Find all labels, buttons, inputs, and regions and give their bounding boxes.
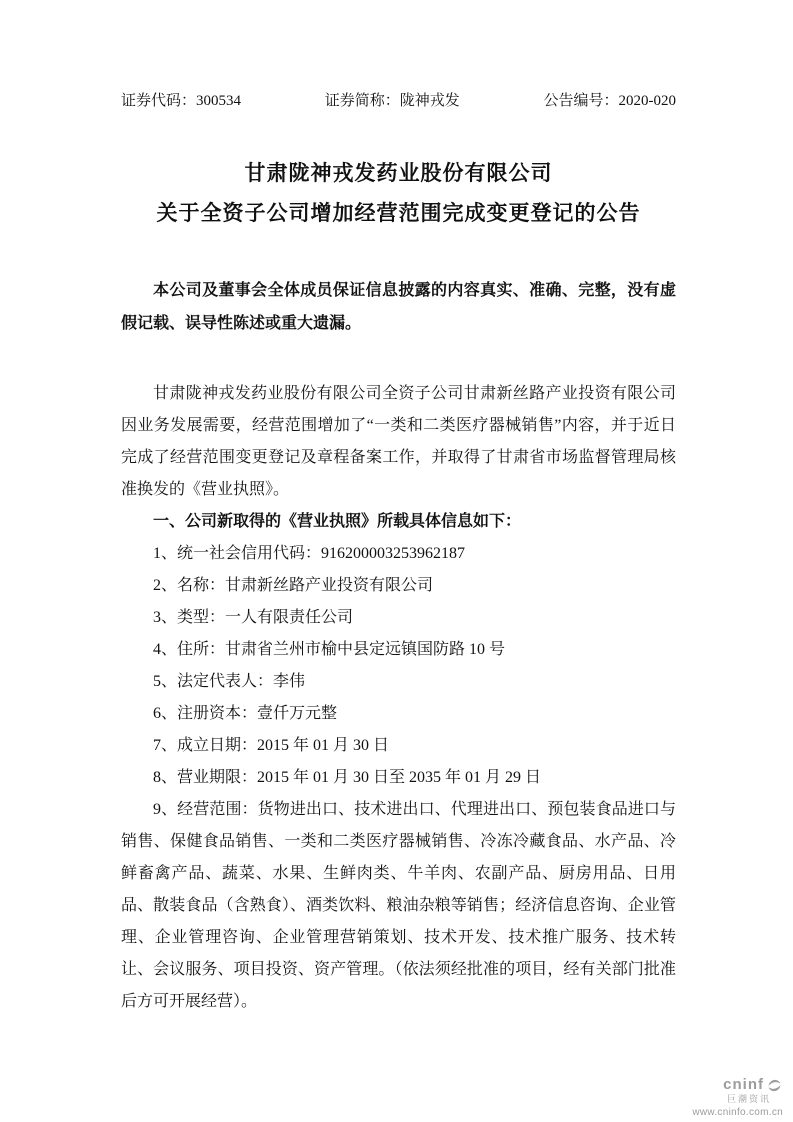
disclaimer-paragraph: 本公司及董事会全体成员保证信息披露的内容真实、准确、完整，没有虚假记载、误导性陈述或重大遗漏。	[121, 282, 676, 332]
document-body	[121, 378, 676, 1018]
cninfo-logo-row	[723, 1077, 783, 1094]
license-item-type: 3、类型：一人有限责任公司	[153, 609, 354, 626]
business-scope-paragraph: 9、经营范围：货物进出口、技术进出口、代理进出口、预包装食品进口与销售、保健食品销售、一类和二类医疗器械销售、冷冻冷藏食品、水产品、冷鲜畜禽产品、蔬菜、水果、生鲜肉类、牛羊肉、农副产品、厨房用品、日用品、散装食品（含熟食）、酒类饮料、粮油杂粮等销售；经济信息咨询、企业管理、企业管理咨询、企业管理营销策划、技术开发、技术推广服务、技术转让、会议服务、项目投资、资产管理。（依法须经批准的项目，经有关部门批准后方可开展经营）。	[121, 801, 676, 1010]
cninfo-brand-name: 巨潮资讯	[726, 1094, 771, 1105]
cninfo-swirl-icon	[766, 1077, 783, 1094]
stock-code: 证券代码：300534	[121, 93, 242, 109]
cninfo-logo-text: cninf	[723, 1076, 764, 1094]
stock-short-name: 证券简称：陇神戎发	[324, 93, 460, 109]
license-item-address: 4、住所：甘肃省兰州市榆中县定远镇国防路 10 号	[153, 641, 506, 658]
document-header	[121, 92, 676, 110]
license-item-establishment-date: 7、成立日期：2015 年 01 月 30 日	[153, 737, 390, 754]
intro-paragraph: 甘肃陇神戎发药业股份有限公司全资子公司甘肃新丝路产业投资有限公司因业务发展需要，经营范围增加了“一类和二类医疗器械销售”内容，并于近日完成了经营范围变更登记及章程备案工作，并取得了甘肃省市场监督管理局核准换发的《营业执照》。	[121, 385, 676, 498]
announcement-title: 关于全资子公司增加经营范围完成变更登记的公告	[156, 201, 641, 225]
license-item-name: 2、名称：甘肃新丝路产业投资有限公司	[153, 577, 434, 594]
license-item-business-term: 8、营业期限：2015 年 01 月 30 日至 2035 年 01 月 29 日	[153, 769, 542, 786]
license-item-credit-code: 1、统一社会信用代码：916200003253962187	[153, 545, 466, 562]
cninfo-website-url: www.cninfo.com.cn	[692, 1107, 783, 1118]
company-name-title: 甘肃陇神戎发药业股份有限公司	[244, 161, 553, 185]
announcement-number: 公告编号：2020-020	[543, 93, 676, 109]
cninfo-footer-logo	[692, 1077, 783, 1118]
license-item-registered-capital: 6、注册资本：壹仟万元整	[153, 705, 338, 722]
section-heading: 一、公司新取得的《营业执照》所载具体信息如下：	[153, 513, 522, 530]
license-item-legal-representative: 5、法定代表人：李伟	[153, 673, 306, 690]
title-block	[121, 160, 676, 226]
